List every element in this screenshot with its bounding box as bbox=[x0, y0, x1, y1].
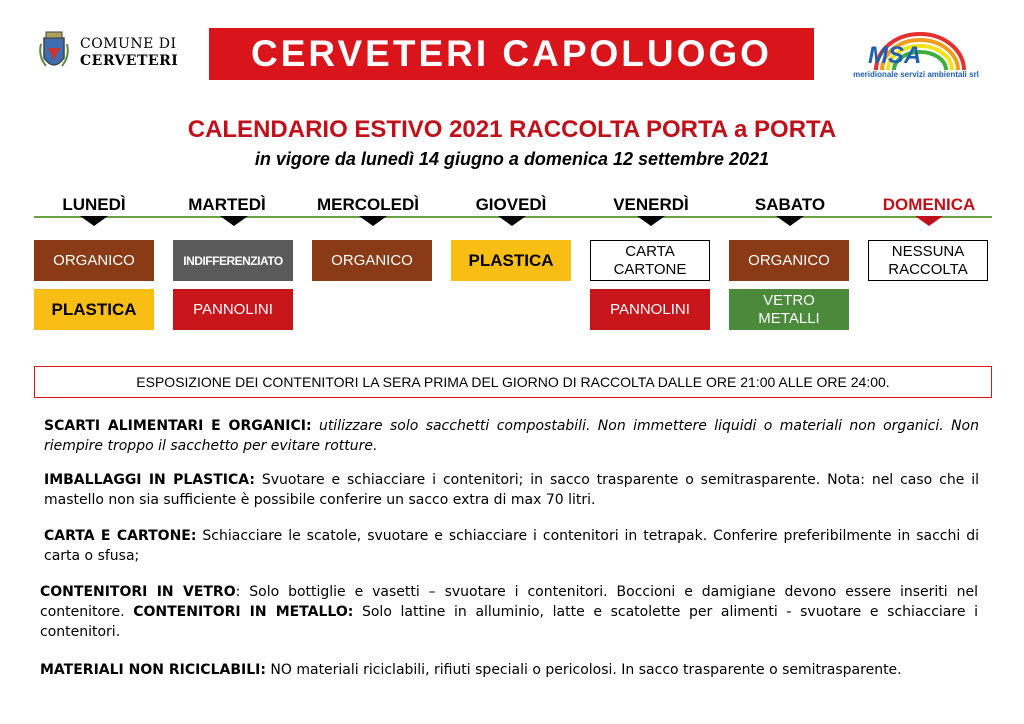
friday-carta-cartone bbox=[590, 240, 710, 281]
info-vetro-metallo bbox=[40, 582, 978, 642]
info-carta-label: CARTA E CARTONE: bbox=[44, 528, 197, 544]
sunday-nessuna-label: NESSUNA RACCOLTA bbox=[888, 242, 968, 278]
info-plastica-label: IMBALLAGGI IN PLASTICA: bbox=[44, 472, 255, 488]
comune-line2: CERVETERI bbox=[80, 53, 179, 69]
calendar-subtitle: in vigore da lunedì 14 giugno a domenica 12 settembre 2021 bbox=[254, 149, 770, 169]
comune-line1: COMUNE DI bbox=[80, 36, 177, 52]
day-sunday: DOMENICA bbox=[882, 195, 976, 214]
pointer-icon bbox=[220, 216, 248, 226]
day-wednesday: MERCOLEDÌ bbox=[317, 195, 419, 214]
sunday-nessuna-raccolta bbox=[868, 240, 988, 281]
day-monday: LUNEDÌ bbox=[62, 195, 126, 214]
pointer-icon bbox=[359, 216, 387, 226]
friday-carta-label: CARTA CARTONE bbox=[613, 242, 687, 278]
info-plastica-text: Svuotare e schiacciare i contenitori; in sacco trasparente o semitrasparente. Nota: nel caso che il mastello non sia sufficiente è possibile conferire un sacco extra di max 70 litri. bbox=[44, 472, 980, 508]
exposure-notice: ESPOSIZIONE DEI CONTENITORI LA SERA PRIMA DEL GIORNO DI RACCOLTA DALLE ORE 21:00 ALLE ORE 24:00. bbox=[34, 366, 992, 398]
pointer-icon bbox=[637, 216, 665, 226]
pointer-icon bbox=[80, 216, 108, 226]
pointer-icon bbox=[915, 216, 943, 226]
info-metallo-text: Solo lattine in alluminio, latte e scatolette per alimenti - svuotare e schiacciare i contenitori. bbox=[40, 604, 978, 640]
info-plastica bbox=[44, 470, 979, 510]
day-thursday: GIOVEDÌ bbox=[475, 195, 547, 214]
info-organici-text: utilizzare solo sacchetti compostabili. Non immettere liquidi o materiali non organici. Non riempire troppo il sacchetto per evitare rotture. bbox=[44, 418, 979, 454]
info-carta-text: Schiacciare le scatole, svuotare e schiacciare i contenitori in tetrapak. Conferire preferibilmente in sacchi di carta o sfusa; bbox=[44, 528, 979, 564]
info-non-riciclabili-label: MATERIALI NON RICICLABILI: bbox=[40, 662, 266, 678]
day-saturday: SABATO bbox=[754, 195, 826, 214]
tuesday-indifferenziato: INDIFFERENZIATO bbox=[173, 240, 293, 281]
saturday-vetro-metalli bbox=[729, 289, 849, 330]
info-organici-label: SCARTI ALIMENTARI E ORGANICI: bbox=[44, 418, 312, 434]
thursday-plastica: PLASTICA bbox=[451, 240, 571, 281]
calendar-title: CALENDARIO ESTIVO 2021 RACCOLTA PORTA a PORTA bbox=[187, 116, 837, 143]
msa-logo bbox=[836, 30, 996, 82]
wednesday-organico: ORGANICO bbox=[312, 240, 432, 281]
pointer-icon bbox=[498, 216, 526, 226]
comune-logo bbox=[36, 28, 186, 78]
info-carta bbox=[44, 526, 979, 566]
info-vetro-label: CONTENITORI IN VETRO bbox=[40, 584, 236, 600]
day-friday: VENERDÌ bbox=[613, 195, 689, 214]
banner-title: CERVETERI CAPOLUOGO bbox=[209, 28, 814, 80]
tuesday-pannolini: PANNOLINI bbox=[173, 289, 293, 330]
saturday-organico: ORGANICO bbox=[729, 240, 849, 281]
info-organici bbox=[44, 416, 979, 456]
msa-word: MSA bbox=[868, 42, 922, 69]
friday-pannolini: PANNOLINI bbox=[590, 289, 710, 330]
msa-subtitle: meridionale servizi ambientali srl bbox=[853, 70, 979, 79]
info-vetro-text: : Solo bottiglie e vasetti – svuotare i contenitori. Boccioni e damigiane devono essere inseriti nel contenitore. bbox=[40, 584, 978, 620]
info-non-riciclabili-text: NO materiali riciclabili, rifiuti speciali o pericolosi. In sacco trasparente o semitrasparente. bbox=[265, 662, 902, 678]
info-metallo-label: CONTENITORI IN METALLO: bbox=[133, 604, 354, 620]
crest-icon bbox=[38, 30, 70, 74]
saturday-vetro-label: VETRO METALLI bbox=[758, 291, 820, 327]
pointer-icon bbox=[776, 216, 804, 226]
monday-organico: ORGANICO bbox=[34, 240, 154, 281]
monday-plastica: PLASTICA bbox=[34, 289, 154, 330]
info-non-riciclabili bbox=[40, 660, 978, 680]
day-tuesday: MARTEDÌ bbox=[188, 195, 266, 214]
